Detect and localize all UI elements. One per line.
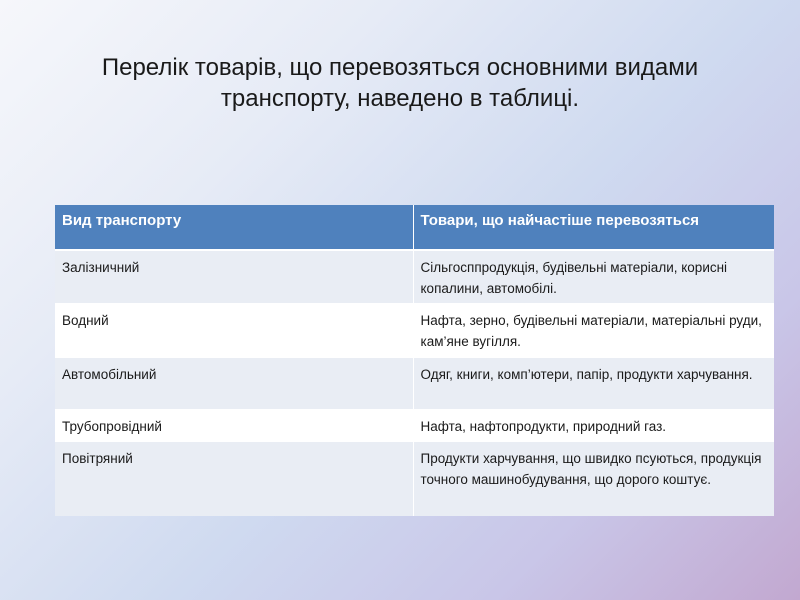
cell-goods: Нафта, нафтопродукти, природний газ. — [413, 410, 774, 442]
table-row — [55, 358, 774, 410]
transport-goods-table — [55, 205, 774, 516]
slide-title-line-2: транспорту, наведено в таблиці. — [220, 85, 580, 112]
table-header-row — [55, 205, 774, 250]
cell-goods: Сільгосппродукція, будівельні матеріали, корисні копалини, автомобілі. — [413, 250, 774, 304]
table-row — [55, 250, 774, 304]
header-transport-type: Вид транспорту — [55, 205, 413, 250]
slide-title-line-1: Перелік товарів, що перевозяться основними видами — [101, 54, 699, 81]
table-row — [55, 442, 774, 516]
cell-transport-type: Водний — [55, 304, 413, 358]
cell-transport-type: Повітряний — [55, 442, 413, 516]
cell-goods: Нафта, зерно, будівельні матеріали, матеріальні руди, кам’яне вугілля. — [413, 304, 774, 358]
cell-goods: Продукти харчування, що швидко псуються, продукція точного машинобудування, що дорого коштує. — [413, 442, 774, 516]
cell-transport-type: Трубопровідний — [55, 410, 413, 442]
cell-transport-type: Автомобільний — [55, 358, 413, 410]
cell-transport-type: Залізничний — [55, 250, 413, 304]
slide-title — [40, 52, 760, 114]
cell-goods: Одяг, книги, комп’ютери, папір, продукти харчування. — [413, 358, 774, 410]
table-row — [55, 304, 774, 358]
table-row — [55, 410, 774, 442]
header-goods: Товари, що найчастіше перевозяться — [413, 205, 774, 250]
